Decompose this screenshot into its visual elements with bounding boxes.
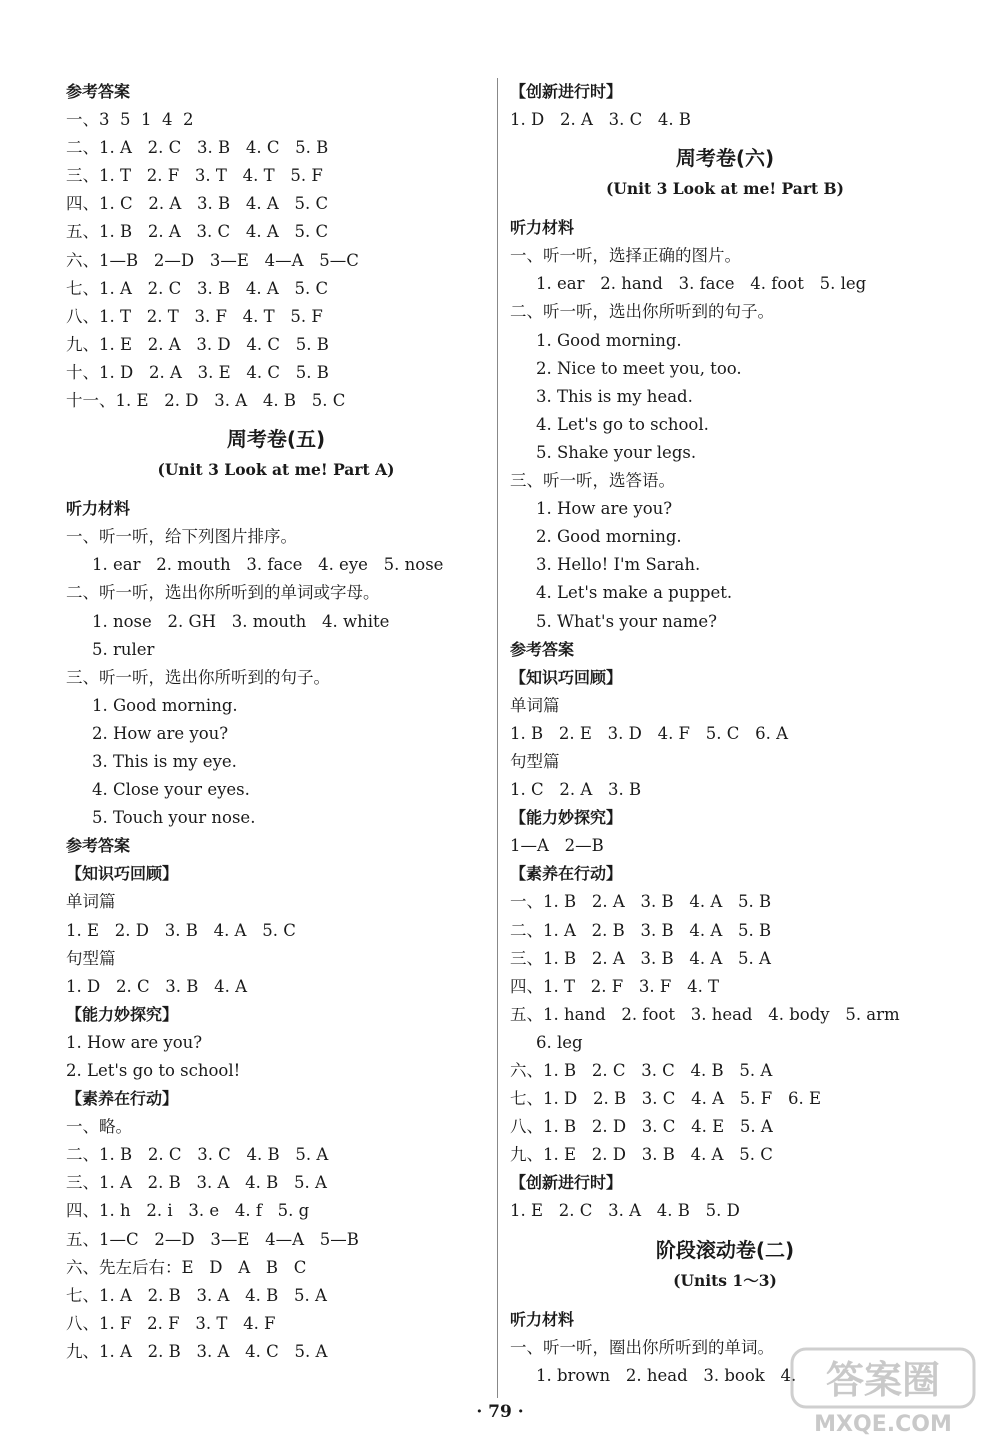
text-line: 六、先左后右：E D A B C <box>66 1257 307 1277</box>
text-line: 4. Close your eyes. <box>92 780 250 800</box>
text-line: 3. This is my head. <box>536 386 693 406</box>
text-line: 六、1. B 2. C 3. C 4. B 5. A <box>510 1061 773 1080</box>
text-line: 句型篇 <box>66 948 116 968</box>
text-line: 1. E 2. C 3. A 4. B 5. D <box>510 1201 740 1221</box>
right-column <box>510 78 940 1390</box>
section-title-week6: 周考卷(六) <box>675 146 775 171</box>
text-line: 二、1. B 2. C 3. C 4. B 5. A <box>66 1145 329 1165</box>
text-line: 句型篇 <box>510 751 560 771</box>
text-line: 七、1. D 2. B 3. C 4. A 5. F 6. E <box>510 1089 821 1109</box>
section-heading: 【知识巧回顾】 <box>66 864 179 884</box>
text-line: 一、略。 <box>66 1117 132 1137</box>
text-line: 2. How are you? <box>92 723 229 743</box>
section-heading: 【知识巧回顾】 <box>510 667 623 687</box>
text-line: 1. B 2. E 3. D 4. F 5. C 6. A <box>510 723 788 743</box>
text-line: 1—A 2—B <box>510 836 604 856</box>
section-heading: 听力材料 <box>66 499 131 519</box>
text-line: 一、3 5 1 4 2 <box>66 110 194 130</box>
text-line: 二、听一听，选出你所听到的单词或字母。 <box>66 583 380 603</box>
text-line: 1. ear 2. hand 3. face 4. foot 5. leg <box>536 274 867 294</box>
section-subtitle-week5: (Unit 3 Look at me! Part A) <box>157 460 395 480</box>
text-line: 4. Let's make a puppet. <box>536 583 733 603</box>
watermark-text-cn: 答案圈 <box>825 1358 941 1402</box>
text-line: 三、听一听，选出你所听到的句子。 <box>66 667 330 687</box>
text-line: 一、听一听，圈出你所听到的单词。 <box>510 1337 774 1357</box>
left-listening-block <box>66 495 486 1366</box>
text-line: 五、1. hand 2. foot 3. head 4. body 5. arm <box>510 1004 900 1024</box>
text-line: 八、1. B 2. D 3. C 4. E 5. A <box>510 1117 773 1137</box>
text-line: 1. D 2. A 3. C 4. B <box>510 110 692 130</box>
text-line: 四、1. T 2. F 3. F 4. T <box>510 976 720 996</box>
text-line: 七、1. A 2. C 3. B 4. A 5. C <box>66 278 329 298</box>
text-line: 十、1. D 2. A 3. E 4. C 5. B <box>66 362 329 382</box>
text-line: 二、1. A 2. B 3. B 4. A 5. B <box>510 920 772 940</box>
text-line: 1. Good morning. <box>92 695 238 715</box>
text-line: 一、1. B 2. A 3. B 4. A 5. B <box>510 892 772 912</box>
text-line: 3. This is my eye. <box>92 751 237 771</box>
text-line: 5. What's your name? <box>536 611 718 631</box>
left-answer-block <box>66 78 486 415</box>
text-line: 1. C 2. A 3. B <box>510 780 642 800</box>
text-line: 4. Let's go to school. <box>536 414 709 434</box>
text-line: 1. E 2. D 3. B 4. A 5. C <box>66 920 296 940</box>
text-line: 三、1. B 2. A 3. B 4. A 5. A <box>510 948 771 968</box>
text-line: 五、1. B 2. A 3. C 4. A 5. C <box>66 222 329 242</box>
text-line: 四、1. C 2. A 3. B 4. A 5. C <box>66 194 329 214</box>
text-line: 三、1. T 2. F 3. T 4. T 5. F <box>66 166 323 186</box>
section-heading: 【创新进行时】 <box>510 1173 623 1193</box>
text-line: 九、1. E 2. A 3. D 4. C 5. B <box>66 334 329 354</box>
text-line: 三、1. A 2. B 3. A 4. B 5. A <box>66 1173 327 1193</box>
watermark-text-en: MXQE.COM <box>814 1412 952 1437</box>
text-line: 九、1. E 2. D 3. B 4. A 5. C <box>510 1145 773 1165</box>
text-line: 2. Good morning. <box>536 527 682 547</box>
text-line: 2. Let's go to school! <box>66 1061 241 1080</box>
text-line: 八、1. F 2. F 3. T 4. F <box>66 1313 276 1333</box>
text-line: 一、听一听，给下列图片排序。 <box>66 527 297 547</box>
text-line: 二、听一听，选出你所听到的句子。 <box>510 302 774 322</box>
section-heading: 【素养在行动】 <box>66 1089 179 1109</box>
page-number: · 79 · <box>476 1402 524 1422</box>
text-line: 单词篇 <box>66 892 116 912</box>
section-heading: 【能力妙探究】 <box>510 808 623 828</box>
section-title-stage2: 阶段滚动卷(二) <box>655 1237 795 1262</box>
text-line: 3. Hello! I'm Sarah. <box>536 555 701 575</box>
section-subtitle-week6: (Unit 3 Look at me! Part B) <box>606 179 844 199</box>
column-divider <box>497 78 498 1398</box>
text-line: 1. D 2. C 3. B 4. A <box>66 976 248 996</box>
text-line: 6. leg <box>536 1032 583 1052</box>
text-line: 1. How are you? <box>536 499 673 519</box>
text-line: 5. ruler <box>92 639 155 659</box>
section-heading: 【创新进行时】 <box>510 82 623 101</box>
section-heading: 【能力妙探究】 <box>66 1004 179 1024</box>
text-line: 一、听一听，选择正确的图片。 <box>510 246 741 266</box>
text-line: 十一、1. E 2. D 3. A 4. B 5. C <box>66 391 346 411</box>
text-line: 二、1. A 2. C 3. B 4. C 5. B <box>66 138 329 158</box>
text-line: 五、1—C 2—D 3—E 4—A 5—B <box>66 1229 359 1249</box>
section-heading: 【素养在行动】 <box>510 864 623 884</box>
text-line: 1. ear 2. mouth 3. face 4. eye 5. nose <box>92 555 444 575</box>
text-line: 1. brown 2. head 3. book 4. <box>536 1365 797 1385</box>
left-column <box>66 78 486 1366</box>
text-line: 三、听一听，选答语。 <box>510 471 675 491</box>
text-line: 八、1. T 2. T 3. F 4. T 5. F <box>66 306 323 326</box>
watermark-logo <box>788 1343 978 1439</box>
section-heading: 听力材料 <box>510 1309 575 1329</box>
text-line: 5. Touch your nose. <box>92 808 256 828</box>
section-subtitle-stage2: (Units 1～3) <box>673 1270 777 1290</box>
text-line: 2. Nice to meet you, too. <box>536 358 742 378</box>
text-line: 1. How are you? <box>66 1032 203 1052</box>
right-top-block <box>510 78 940 134</box>
right-listening-block <box>510 214 940 1225</box>
text-line: 四、1. h 2. i 3. e 4. f 5. g <box>66 1201 310 1221</box>
section-heading: 参考答案 <box>66 836 131 856</box>
text-line: 六、1—B 2—D 3—E 4—A 5—C <box>66 250 359 270</box>
text-line: 1. Good morning. <box>536 330 682 350</box>
text-line: 1. nose 2. GH 3. mouth 4. white <box>92 611 390 631</box>
text-line: 5. Shake your legs. <box>536 442 697 462</box>
text-line: 九、1. A 2. B 3. A 4. C 5. A <box>66 1341 328 1361</box>
section-title-week5: 周考卷(五) <box>226 427 326 452</box>
section-heading: 听力材料 <box>510 218 575 238</box>
text-line: 七、1. A 2. B 3. A 4. B 5. A <box>66 1285 327 1305</box>
section-heading: 参考答案 <box>66 82 131 101</box>
text-line: 单词篇 <box>510 695 560 715</box>
section-heading: 参考答案 <box>510 639 575 659</box>
